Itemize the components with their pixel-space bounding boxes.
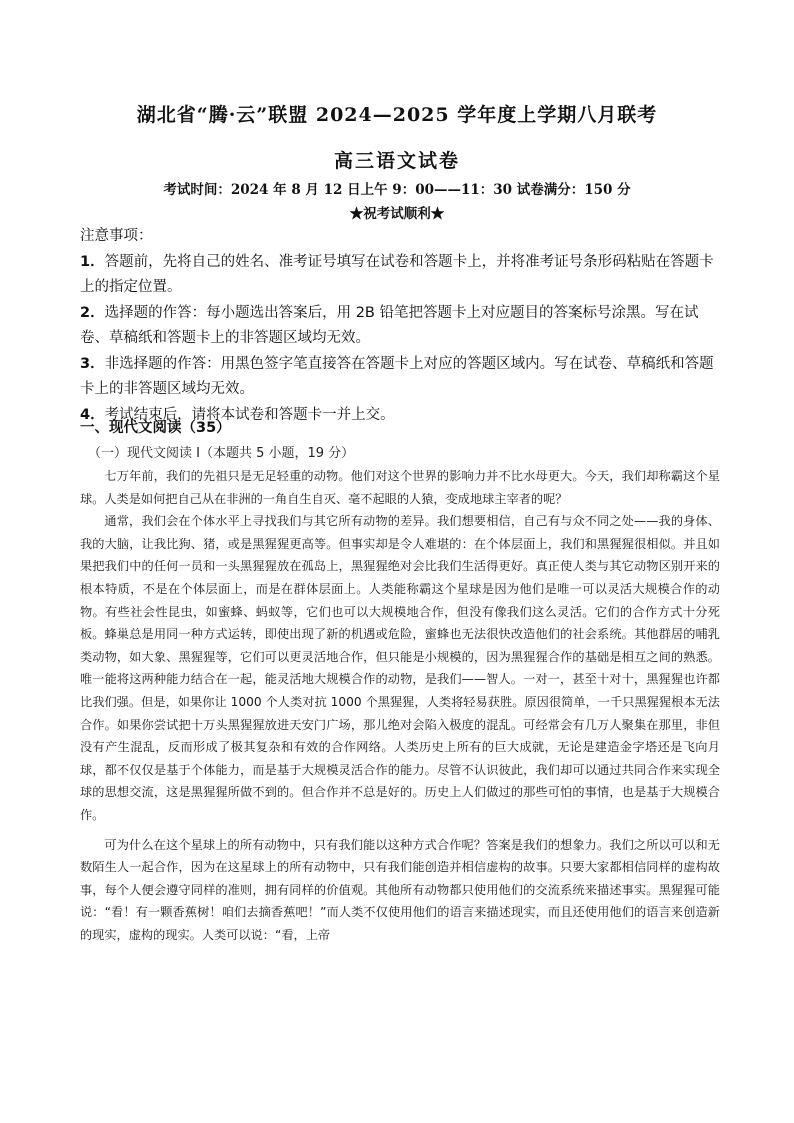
subsection-title: （一）现代文阅读 I（本题共 5 小题，19 分） xyxy=(88,446,355,461)
passage-paragraph: 可为什么在这个星球上的所有动物中，只有我们能以这种方式合作呢？答案是我们的想象力。我们之所以可以和无数陌生人一起合作，因为在这星球上的所有动物中，只有我们能创造并相信虚构的故事。只要大家都相信同样的虚构故事，每个人便会遵守同样的准则，拥有同样的价值观。其他所有动物都只使用他们的交流系统来描述事实。黑猩猩可能说：“看！有一颗香蕉树！咱们去摘香蕉吧！”而人类不仅使用他们的语言来描述现实，而且还使用他们的语言来创造新的现实，虚构的现实。人类可以说：“看，上帝 xyxy=(80,837,720,942)
notes-item xyxy=(80,301,720,352)
notes-item-number: 2． xyxy=(80,304,105,321)
good-luck-line: ★祝考试顺利★ xyxy=(349,206,445,222)
notes-heading: 注意事项： xyxy=(80,228,153,244)
reading-passage xyxy=(80,465,720,946)
section-title: 一、现代文阅读（35） xyxy=(80,420,231,436)
notes-item-text: 考试结束后，请将本试卷和答题卡一并上交。 xyxy=(104,406,395,423)
notes-item-number: 4． xyxy=(80,406,105,423)
notes-item-number: 3． xyxy=(80,355,105,372)
exam-info: 考试时间：2024 年 8 月 12 日上午 9：00——11：30 试卷满分：150 分 xyxy=(163,182,631,198)
passage-paragraph: 七万年前，我们的先祖只是无足轻重的动物。他们对这个世界的影响力并不比水母更大。今天，我们却称霸这个星球。人类是如何把自己从在非洲的一角自生自灭、毫不起眼的人猿，变成地球主宰者的呢？ xyxy=(80,469,720,506)
passage-paragraph: 通常，我们会在个体水平上寻找我们与其它所有动物的差异。我们想要相信，自己有与众不同之处——我的身体、我的大脑，让我比狗、猪，或是黑猩猩更高等。但事实却是令人难堪的：在个体层面上，我们和黑猩猩很相似。并且如果把我们中的任何一员和一头黑猩猩放在孤岛上，黑猩猩绝对会比我们生活得更好。真正使人类与其它动物区别开来的根本特质，不是在个体层面上，而是在群体层面上。人类能称霸这个星球是因为他们是唯一可以灵活大规模合作的动物。有些社会性昆虫，如蜜蜂、蚂蚁等，它们也可以大规模地合作，但没有像我们这么灵活。它们的合作方式十分死板。蜂巢总是用同一种方式运转，即使出现了新的机遇或危险，蜜蜂也无法很快改造他们的社会系统。其他群居的哺乳类动物，如大象、黑猩猩等，它们可以更灵活地合作，但只能是小规模的，因为黑猩猩合作的基础是相互之间的熟悉。唯一能将这两种能力结合在一起，能灵活地大规模合作的动物，是我们——智人。一对一，甚至十对十，黑猩猩也许都比我们强。但是，如果你让 1000 个人类对抗 1000 个黑猩猩，人类将轻易获胜。原因很简单，一千只黑猩猩根本无法合作。如果你尝试把十万头黑猩猩放进天安门广场，那儿绝对会陷入极度的混乱。可经常会有几万人聚集在那里，非但没有产生混乱，反而形成了极其复杂和有效的合作网络。人类历史上所有的巨大成就，无论是建造金字塔还是飞向月球，都不仅仅是基于个体能力，而是基于大规模灵活合作的能力。尽管不认识彼此，我们却可以通过共同合作来实现全球的思想交流，这是黑猩猩所做不到的。但合作并不总是好的。历史上人们做过的那些可怕的事情，也是基于大规模合作。 xyxy=(80,514,720,822)
notes-item-text: 选择题的作答：每小题选出答案后，用 2B 铅笔把答题卡上对应题目的答案标号涂黑。写在试卷、草稿纸和答题卡上的非答题区域均无效。 xyxy=(80,304,699,346)
notes-item-text: 答题前，先将自己的姓名、准考证号填写在试卷和答题卡上，并将准考证号条形码粘贴在答题卡上的指定位置。 xyxy=(80,253,714,295)
exam-subtitle: 高三语文试卷 xyxy=(333,150,460,172)
notes-item xyxy=(80,250,720,301)
notes-item-number: 1． xyxy=(80,253,105,270)
exam-title: 湖北省“腾·云”联盟 2024—2025 学年度上学期八月联考 xyxy=(136,104,658,126)
notes-item xyxy=(80,352,720,403)
notes-item-text: 非选择题的作答：用黑色签字笔直接答在答题卡上对应的答题区域内。写在试卷、草稿纸和答题卡上的非答题区域均无效。 xyxy=(80,355,714,397)
notes-block xyxy=(80,224,720,428)
